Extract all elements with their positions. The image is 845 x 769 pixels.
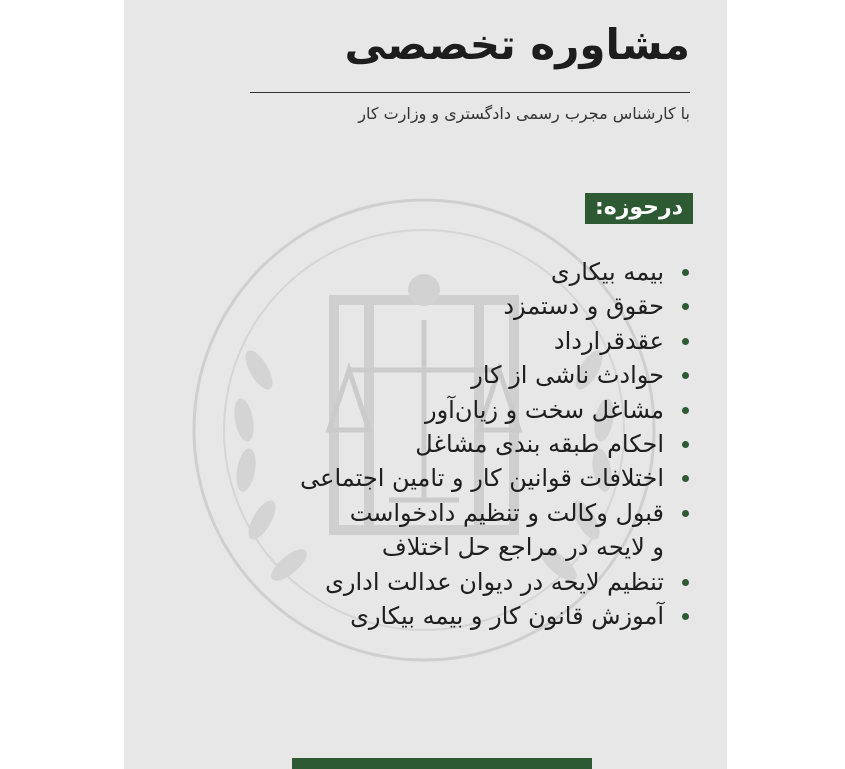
bullet-icon [682,510,689,517]
list-item: عقدقرارداد [174,324,694,358]
bullet-icon [682,441,689,448]
list-item: مشاغل سخت و زیان‌آور [174,393,694,427]
bullet-icon [682,579,689,586]
list-item: احکام طبقه بندی مشاغل [174,427,694,461]
services-list [174,255,694,633]
bullet-icon [682,407,689,414]
poster-card [124,0,727,769]
bullet-icon [682,303,689,310]
list-item: تنظیم لایحه در دیوان عدالت اداری [174,565,694,599]
footer-accent-bar [292,758,592,769]
bullet-icon [682,613,689,620]
list-item: بیمه بیکاری [174,255,694,289]
bullet-icon [682,338,689,345]
list-item: آموزش قانون کار و بیمه بیکاری [174,599,694,633]
bullet-icon [682,269,689,276]
list-item-continuation: و لایحه در مراجع حل اختلاف [381,533,664,562]
bullet-icon [682,475,689,482]
subtitle: با کارشناس مجرب رسمی دادگستری و وزارت کار [358,104,690,123]
list-item: اختلافات قوانین کار و تامین اجتماعی [174,461,694,495]
title-divider [250,92,690,93]
list-item: حوادث ناشی از کار [174,358,694,392]
list-item: قبول وکالت و تنظیم دادخواست [174,496,694,530]
bullet-icon [682,372,689,379]
page-title: مشاوره تخصصی [344,20,690,69]
list-item: حقوق و دستمزد [174,289,694,323]
section-badge: درحوزه: [585,193,693,224]
